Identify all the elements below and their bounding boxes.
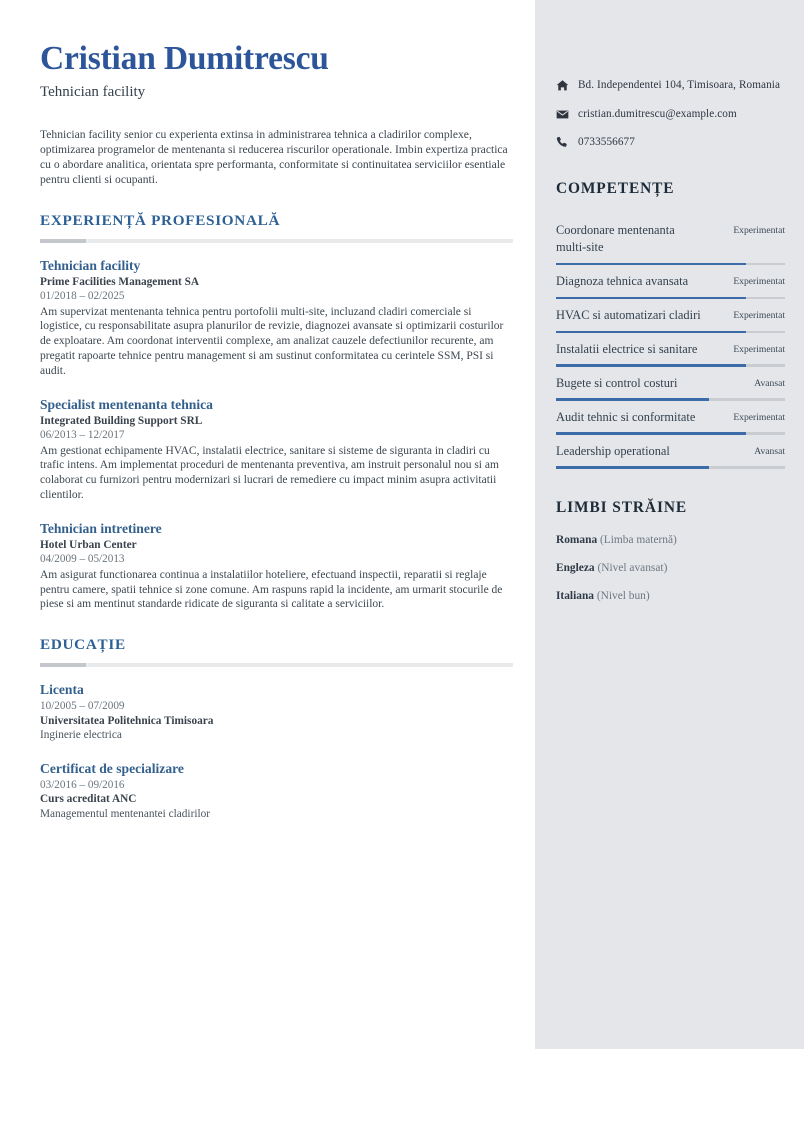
- job-dates: 01/2018 – 02/2025: [40, 290, 125, 303]
- skill-level: Experimentat: [733, 310, 785, 322]
- skill-bar-fill: [556, 432, 746, 434]
- skill-level: Avansat: [754, 377, 785, 389]
- degree-field: Managementul mentenantei cladirilor: [40, 807, 211, 820]
- contact-phone-text: 0733556677: [578, 136, 635, 149]
- skill-bar-fill: [556, 331, 746, 333]
- education-entry: [40, 681, 513, 743]
- skill-bar-track: [556, 364, 785, 366]
- contact-phone[interactable]: [556, 135, 785, 150]
- skill-level: Experimentat: [733, 343, 785, 355]
- languages-section: [556, 499, 785, 604]
- experience-entry: [40, 520, 513, 612]
- candidate-role: Tehnician facility: [40, 84, 146, 100]
- education-entry: [40, 760, 513, 822]
- language-level: (Limba maternă): [600, 533, 677, 546]
- home-icon: [556, 78, 578, 92]
- candidate-name: Cristian Dumitrescu: [40, 40, 329, 77]
- school-name: Universitatea Politehnica Timisoara: [40, 714, 214, 727]
- job-title: Tehnician intretinere: [40, 520, 162, 536]
- contact-address-text: Bd. Independentei 104, Timisoara, Romania: [578, 79, 781, 91]
- job-description: Am asigurat functionarea continua a instalatiilor hoteliere, efectuand inspectii, reparatii si reglaje pentru camere, spatii tehnice si zone comune. Am raspuns rapid la incidente, am urmarit stocurile de piese si am mentinut standarde ridicate de siguranta si calitate a serviciilor.: [40, 568, 503, 611]
- skill-name: Coordonare mentenanta multi-site: [556, 222, 675, 255]
- job-description: Am supervizat mentenanta tehnica pentru portofolii multi-site, incluzand cladiri comerciale si logistice, cu responsabilitate asupra planurilor de revizie, diagnozei avansate si optimizarii costurilor de exploatare. Am coordonat interventii complexe, am analizat cauzele defectiunilor recurente, am pregatit rapoarte tehnice pentru management si am sustinut conformitatea cu cerintele SSM, PSI si audit.: [40, 305, 504, 377]
- skill-bar-fill: [556, 466, 709, 468]
- degree-field: Inginerie electrica: [40, 729, 122, 742]
- skill-bar-track: [556, 297, 785, 299]
- skill-name: Audit tehnic si conformitate: [556, 409, 696, 424]
- skill-name: Bugete si control costuri: [556, 375, 678, 390]
- skill-item: [556, 435, 785, 469]
- skill-bar-track: [556, 432, 785, 434]
- profile-summary: Tehnician facility senior cu experienta extinsa in administrarea tehnica a cladirilor complexe, optimizarea programelor de mentenanta si reducerea riscurilor operationale. Imbin expertiza practica cu o abordare analitica, orientata spre performanta, conformitate si continuitatea serviciilor esentiale pentru clienti si ocupanti.: [40, 128, 508, 186]
- job-title: Tehnician facility: [40, 257, 141, 273]
- language-item: [556, 533, 785, 548]
- skill-level: Experimentat: [733, 276, 785, 288]
- job-dates: 04/2009 – 05/2013: [40, 553, 125, 566]
- skills-list: [556, 214, 785, 469]
- job-company: Integrated Building Support SRL: [40, 414, 203, 427]
- skill-item: [556, 265, 785, 299]
- job-description: Am gestionat echipamente HVAC, instalatii electrice, sanitare si sisteme de siguranta in cladiri cu trafic intens. Am implementat proceduri de mentenanta preventiva, am instruit personalul nou si am colaborat cu furnizori pentru modernizari si lucrari de remediere cu impact minim asupra activitatii clientilor.: [40, 444, 499, 501]
- languages-heading: LIMBI STRĂINE: [556, 498, 688, 516]
- school-name: Curs acreditat ANC: [40, 793, 137, 806]
- skills-section: [556, 180, 785, 469]
- section-divider: [40, 239, 513, 243]
- language-name: Italiana: [556, 589, 594, 602]
- skill-item: [556, 333, 785, 367]
- degree-dates: 03/2016 – 09/2016: [40, 778, 125, 791]
- skill-bar-fill: [556, 364, 746, 366]
- language-name: Engleza: [556, 561, 595, 574]
- skill-bar-track: [556, 466, 785, 468]
- language-item: [556, 589, 785, 604]
- skill-name: Instalatii electrice si sanitare: [556, 341, 698, 356]
- skill-bar-fill: [556, 297, 746, 299]
- skill-name: HVAC si automatizari cladiri: [556, 308, 701, 323]
- skill-bar-fill: [556, 398, 709, 400]
- skill-name: Leadership operational: [556, 443, 670, 458]
- skill-level: Avansat: [754, 445, 785, 457]
- main-column: [0, 0, 535, 821]
- education-section: [40, 636, 513, 821]
- skill-item: [556, 299, 785, 333]
- contact-list: [556, 78, 785, 150]
- language-name: Romana: [556, 533, 598, 546]
- contact-email-text: cristian.dumitrescu@example.com: [578, 107, 737, 120]
- phone-icon: [556, 135, 578, 149]
- job-company: Hotel Urban Center: [40, 538, 137, 551]
- degree-title: Licenta: [40, 682, 84, 698]
- experience-entry: [40, 257, 513, 379]
- job-company: Prime Facilities Management SA: [40, 275, 200, 288]
- section-divider: [40, 663, 513, 667]
- experience-heading: EXPERIENȚĂ PROFESIONALĂ: [40, 211, 281, 229]
- skill-item: [556, 214, 785, 265]
- experience-section: [40, 212, 513, 613]
- degree-title: Certificat de specializare: [40, 760, 184, 776]
- language-item: [556, 561, 785, 576]
- language-level: (Nivel bun): [596, 589, 650, 602]
- language-level: (Nivel avansat): [597, 561, 668, 574]
- envelope-icon: [556, 107, 578, 121]
- skill-bar-fill: [556, 263, 746, 265]
- education-heading: EDUCAȚIE: [40, 636, 126, 654]
- degree-dates: 10/2005 – 07/2009: [40, 700, 125, 713]
- sidebar: [535, 0, 804, 1049]
- contact-email[interactable]: [556, 107, 785, 122]
- skill-bar-track: [556, 331, 785, 333]
- job-dates: 06/2013 – 12/2017: [40, 429, 125, 442]
- skill-level: Experimentat: [733, 224, 785, 236]
- contact-address: [556, 78, 785, 93]
- skill-name: Diagnoza tehnica avansata: [556, 274, 689, 289]
- skill-level: Experimentat: [733, 411, 785, 423]
- skill-bar-track: [556, 398, 785, 400]
- job-title: Specialist mentenanta tehnica: [40, 396, 213, 412]
- skill-item: [556, 401, 785, 435]
- skill-item: [556, 367, 785, 401]
- skills-heading: COMPETENȚE: [556, 179, 675, 197]
- experience-entry: [40, 396, 513, 503]
- skill-bar-track: [556, 263, 785, 265]
